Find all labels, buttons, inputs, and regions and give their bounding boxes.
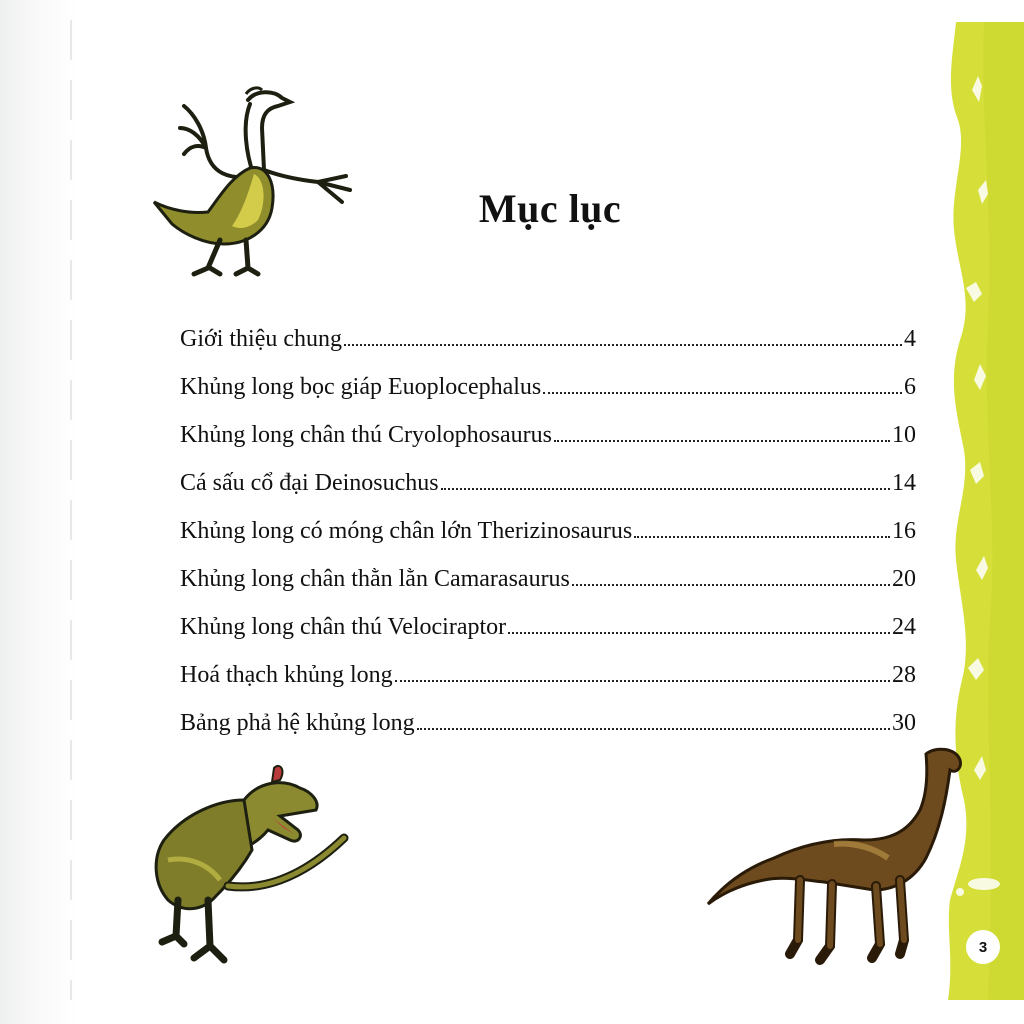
toc-entry[interactable] bbox=[180, 566, 916, 614]
page-number: 3 bbox=[966, 930, 1000, 964]
toc-entry[interactable] bbox=[180, 470, 916, 518]
toc-entry-title: Giới thiệu chung bbox=[180, 326, 342, 352]
toc-leader-dots bbox=[417, 728, 890, 730]
toc-entry[interactable] bbox=[180, 518, 916, 566]
toc-leader-dots bbox=[441, 488, 890, 490]
toc-leader-dots bbox=[634, 536, 890, 538]
toc-leader-dots bbox=[508, 632, 890, 634]
toc-entry-page: 28 bbox=[892, 662, 916, 688]
toc-leader-dots bbox=[572, 584, 890, 586]
toc-entry-title: Khủng long chân thằn lằn Camarasaurus bbox=[180, 566, 570, 592]
toc-entry-page: 10 bbox=[892, 422, 916, 448]
toc-entry-page: 4 bbox=[904, 326, 916, 352]
toc-entry[interactable] bbox=[180, 422, 916, 470]
toc-entry-page: 14 bbox=[892, 470, 916, 496]
toc-entry-page: 16 bbox=[892, 518, 916, 544]
toc-entry[interactable] bbox=[180, 374, 916, 422]
toc-entry-title: Hoá thạch khủng long bbox=[180, 662, 393, 688]
toc-entry-page: 30 bbox=[892, 710, 916, 736]
toc-entry-title: Cá sấu cổ đại Deinosuchus bbox=[180, 470, 439, 496]
toc-entry-title: Bảng phả hệ khủng long bbox=[180, 710, 415, 736]
therizinosaurus-illustration bbox=[150, 84, 360, 280]
toc-leader-dots bbox=[543, 392, 902, 394]
sauropod-illustration bbox=[704, 740, 966, 972]
toc-entry-title: Khủng long chân thú Velociraptor bbox=[180, 614, 507, 640]
cryolophosaurus-illustration bbox=[148, 760, 358, 966]
toc-entry-title: Khủng long có móng chân lớn Therizinosaurus bbox=[180, 518, 633, 544]
toc-entry[interactable] bbox=[180, 614, 916, 662]
toc-leader-dots bbox=[395, 680, 890, 682]
toc-entry[interactable] bbox=[180, 662, 916, 710]
toc-leader-dots bbox=[344, 344, 902, 346]
page-title: Mục lục bbox=[478, 185, 622, 231]
toc-entry-title: Khủng long bọc giáp Euoplocephalus bbox=[180, 374, 542, 400]
toc-entry-page: 20 bbox=[892, 566, 916, 592]
toc-entry-page: 6 bbox=[904, 374, 916, 400]
table-of-contents bbox=[180, 326, 916, 758]
toc-leader-dots bbox=[554, 440, 890, 442]
toc-entry[interactable] bbox=[180, 326, 916, 374]
toc-entry-title: Khủng long chân thú Cryolophosaurus bbox=[180, 422, 552, 448]
binding-line bbox=[70, 20, 72, 1000]
book-gutter bbox=[0, 0, 78, 1024]
toc-entry-page: 24 bbox=[892, 614, 916, 640]
